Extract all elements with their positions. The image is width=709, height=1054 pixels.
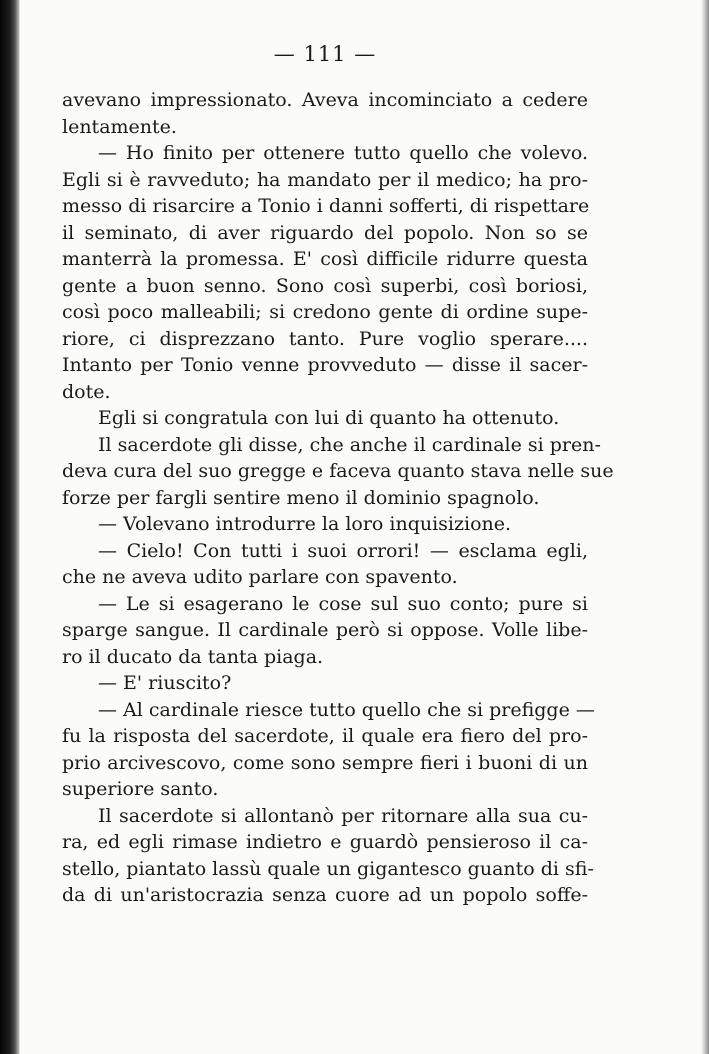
text-line: — Cielo! Con tutti i suoi orrori! — esclama egli,: [98, 539, 588, 562]
text-line: — Le si esagerano le cose sul suo conto; pure si: [98, 592, 588, 615]
text-line: deva cura del suo gregge e faceva quanto stava nelle sue: [62, 460, 614, 482]
text-line: ra, ed egli rimase indietro e guardò pensieroso il ca-: [62, 831, 588, 853]
text-line: — Volevano introdurre la loro inquisizione.: [98, 513, 512, 535]
text-line: che ne aveva udito parlare con spavento.: [62, 566, 458, 588]
text-line: Il sacerdote gli disse, che anche il cardinale si pren-: [98, 433, 601, 456]
text-line: così poco malleabili; si credono gente di ordine supe-: [62, 301, 588, 323]
text-line: fu la risposta del sacerdote, il quale era fiero del pro-: [62, 725, 588, 747]
text-line: Intanto per Tonio venne provveduto — disse il sacer-: [62, 354, 588, 376]
text-line: dote.: [62, 380, 111, 403]
text-line: manterrà la promessa. E' così difficile ridurre questa: [62, 248, 588, 270]
text-line: stello, piantato lassù quale un gigantesco guanto di sfi-: [62, 857, 594, 880]
text-line: lentamente.: [62, 115, 177, 138]
text-line: Egli si congratula con lui di quanto ha ottenuto.: [98, 407, 560, 429]
page-number: — 111 —: [273, 42, 377, 66]
body-text: [62, 87, 614, 909]
text-line: Egli si è ravveduto; ha mandato per il medico; ha pro-: [62, 168, 588, 191]
text-line: prio arcivescovo, come sono sempre fieri i buoni di un: [62, 751, 588, 774]
text-line: — Al cardinale riesce tutto quello che si prefigge —: [98, 698, 595, 721]
text-line: ro il ducato da tanta piaga.: [62, 645, 324, 668]
text-line: — Ho finito per ottenere tutto quello che volevo.: [98, 142, 588, 164]
text-line: avevano impressionato. Aveva incominciato a cedere: [62, 89, 588, 111]
text-line: messo di risarcire a Tonio i danni sofferti, di rispettare: [62, 195, 590, 217]
text-line: Il sacerdote si allontanò per ritornare alla sua cu-: [98, 804, 588, 827]
page-binding-edge: [0, 0, 20, 1054]
text-line: il seminato, di aver riguardo del popolo. Non so se: [62, 221, 588, 244]
text-line: — E' riuscito?: [98, 672, 232, 694]
page-right-edge: [701, 0, 709, 1054]
text-line: forze per fargli sentire meno il dominio spagnolo.: [62, 486, 540, 509]
text-line: superiore santo.: [62, 778, 219, 800]
text-line: da di un'aristocrazia senza cuore ad un popolo soffe-: [62, 884, 588, 906]
text-line: riore, ci disprezzano tanto. Pure voglio sperare....: [62, 327, 588, 350]
text-line: gente a buon senno. Sono così superbi, così boriosi,: [62, 274, 588, 297]
text-line: sparge sangue. Il cardinale però si oppose. Volle libe-: [62, 619, 588, 641]
